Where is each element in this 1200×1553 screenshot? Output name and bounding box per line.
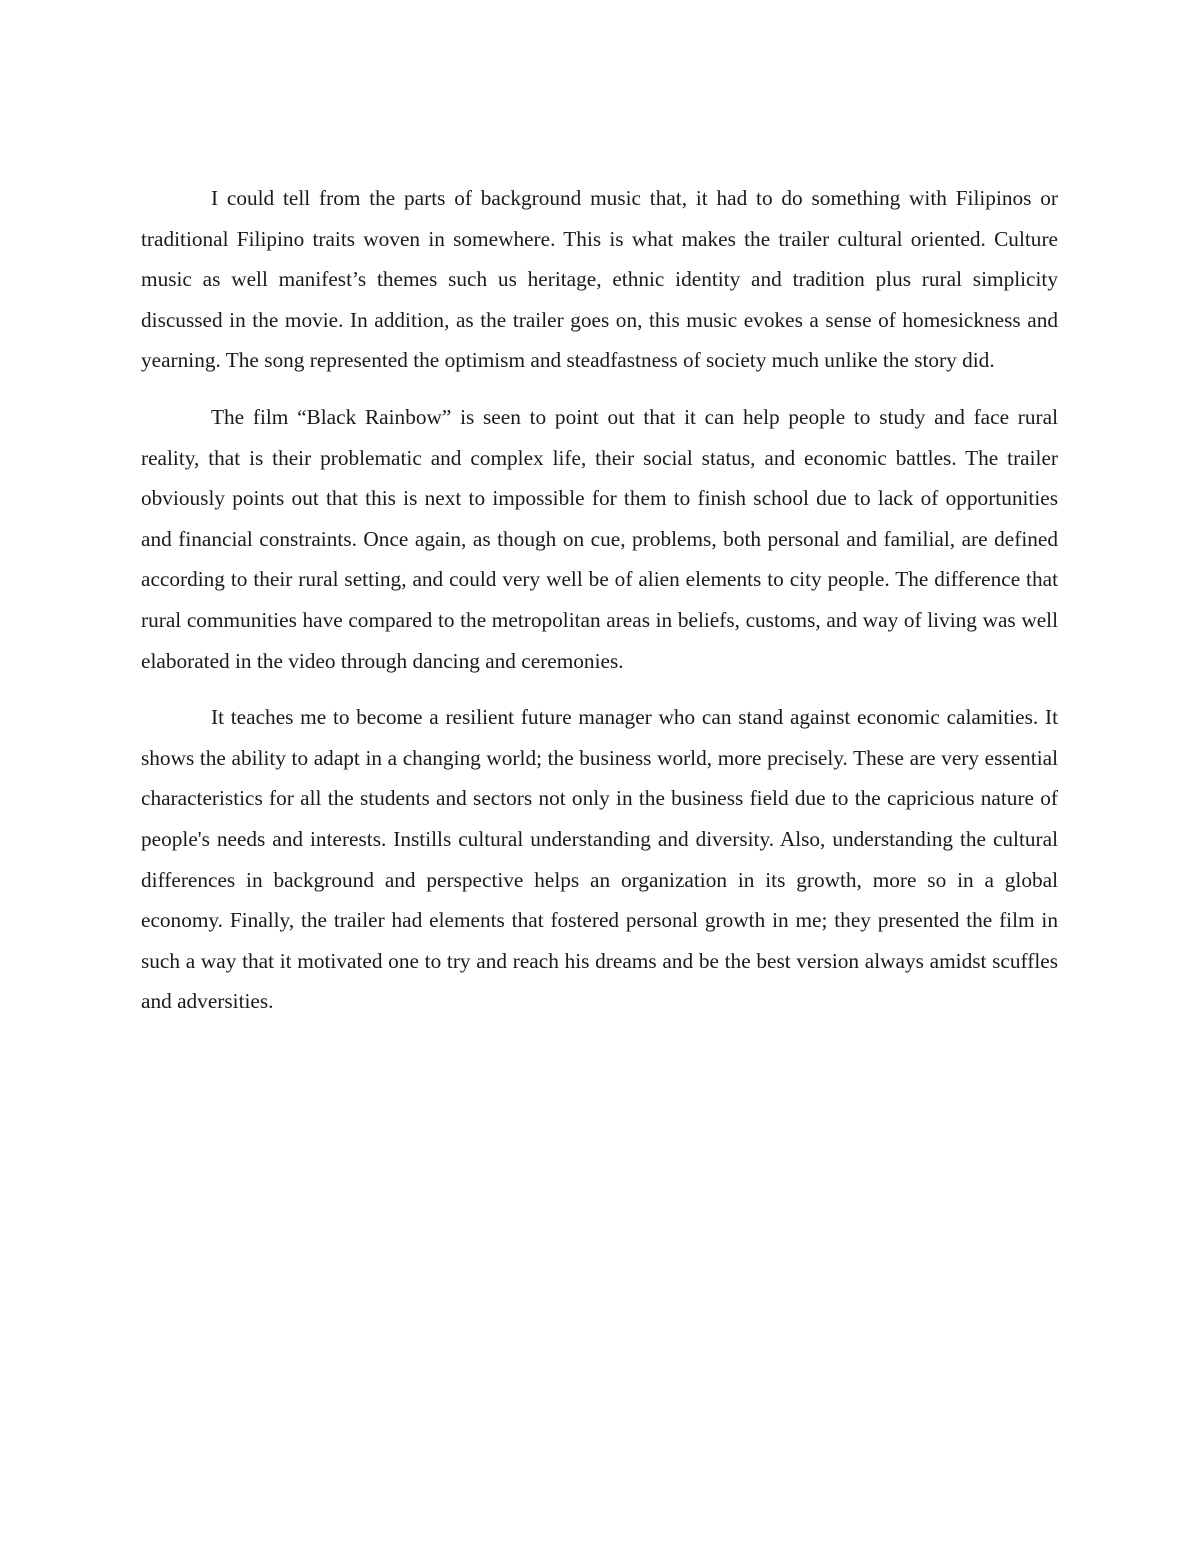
paragraph-resilient-manager: It teaches me to become a resilient future manager who can stand against economic calamities. It shows the ability to adapt in a changing world; the business world, more precisely. These are very essential characteristics for all the students and sectors not only in the business field due to the capricious nature of people's needs and interests. Instills cultural understanding and diversity. Also, understanding the cultural differences in background and perspective helps an organization in its growth, more so in a global economy. Finally, the trailer had elements that fostered personal growth in me; they presented the film in such a way that it motivated one to try and reach his dreams and be the best version always amidst scuffles and adversities. (141, 705, 1058, 1014)
paragraph-background-music: I could tell from the parts of background music that, it had to do something with Filipinos or traditional Filipino traits woven in somewhere. This is what makes the trailer cultural oriented. Culture music as well manifest’s themes such us heritage, ethnic identity and tradition plus rural simplicity discussed in the movie. In addition, as the trailer goes on, this music evokes a sense of homesickness and yearning. The song represented the optimism and steadfastness of society much unlike the story did. (141, 186, 1058, 373)
document-body (141, 178, 1058, 1038)
paragraph-black-rainbow: The film “Black Rainbow” is seen to point out that it can help people to study and face rural reality, that is their problematic and complex life, their social status, and economic battles. The trailer obviously points out that this is next to impossible for them to finish school due to lack of opportunities and financial constraints. Once again, as though on cue, problems, both personal and familial, are defined according to their rural setting, and could very well be of alien elements to city people. The difference that rural communities have compared to the metropolitan areas in beliefs, customs, and way of living was well elaborated in the video through dancing and ceremonies. (141, 404, 1058, 673)
